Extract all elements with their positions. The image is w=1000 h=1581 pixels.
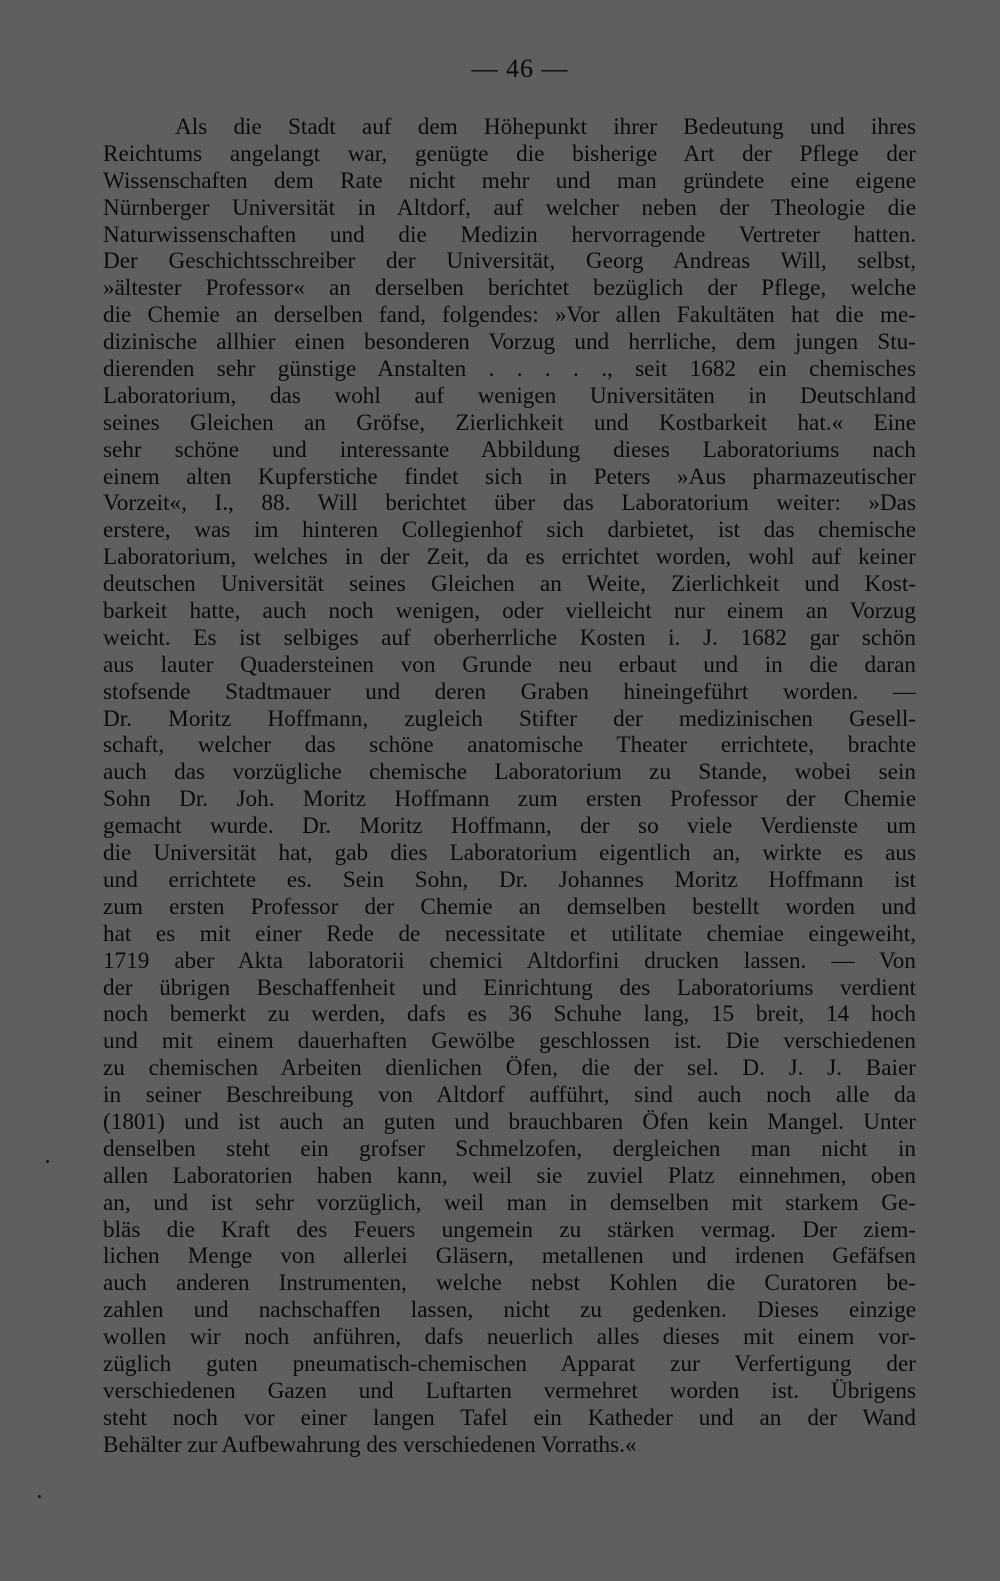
text-line: Sohn Dr. Joh. Moritz Hoffmann zum ersten Professor der Chemie bbox=[103, 786, 916, 813]
text-line: seines Gleichen an Gröfse, Zierlichkeit und Kostbarkeit hat.« Eine bbox=[103, 409, 916, 436]
text-line: Naturwissenschaften und die Medizin hervorragende Vertreter hatten. bbox=[103, 221, 916, 248]
text-line: denselben steht ein grofser Schmelzofen, dergleichen man nicht in bbox=[103, 1135, 916, 1162]
text-line: Wissenschaften dem Rate nicht mehr und man gründete eine eigene bbox=[103, 167, 916, 194]
text-line: die Chemie an derselben fand, folgendes: »Vor allen Fakultäten hat die me- bbox=[103, 302, 916, 329]
text-line: Vorzeit«, I., 88. Will berichtet über das Laboratorium weiter: »Das bbox=[103, 490, 916, 517]
text-line: dizinische allhier einen besonderen Vorzug und herrliche, dem jungen Stu- bbox=[103, 329, 916, 356]
text-line: barkeit hatte, auch noch wenigen, oder vielleicht nur einem an Vorzug bbox=[103, 598, 916, 625]
text-line: dierenden sehr günstige Anstalten . . . . ., seit 1682 ein chemisches bbox=[103, 356, 916, 383]
text-line: Als die Stadt auf dem Höhepunkt ihrer Bedeutung und ihres bbox=[175, 114, 916, 140]
text-line: und errichtete es. Sein Sohn, Dr. Johannes Moritz Hoffmann ist bbox=[103, 866, 916, 893]
text-line: deutschen Universität seines Gleichen an Weite, Zierlichkeit und Kost- bbox=[103, 571, 916, 598]
text-line: Nürnberger Universität in Altdorf, auf welcher neben der Theologie die bbox=[103, 194, 916, 221]
text-line: zahlen und nachschaffen lassen, nicht zu gedenken. Dieses einzige bbox=[103, 1297, 916, 1324]
text-line: zu chemischen Arbeiten dienlichen Öfen, die der sel. D. J. J. Baier bbox=[103, 1055, 916, 1082]
text-line: bläs die Kraft des Feuers ungemein zu stärken vermag. Der ziem- bbox=[103, 1216, 916, 1243]
text-line: noch bemerkt zu werden, dafs es 36 Schuhe lang, 15 breit, 14 hoch bbox=[103, 1001, 916, 1028]
text-line: Dr. Moritz Hoffmann, zugleich Stifter der medizinischen Gesell- bbox=[103, 705, 916, 732]
text-line: lichen Menge von allerlei Gläsern, metallenen und irdenen Gefäfsen bbox=[103, 1243, 916, 1270]
page-number: — 46 — bbox=[471, 54, 569, 83]
scan-speck bbox=[46, 1160, 49, 1163]
text-line: verschiedenen Gazen und Luftarten vermehret worden ist. Übrigens bbox=[103, 1377, 916, 1404]
text-line: (1801) und ist auch an guten und brauchbaren Öfen kein Mangel. Unter bbox=[103, 1108, 916, 1135]
text-line: gemacht wurde. Dr. Moritz Hoffmann, der so viele Verdienste um bbox=[103, 813, 916, 840]
text-line: aus lauter Quadersteinen von Grunde neu erbaut und in die daran bbox=[103, 651, 916, 678]
text-line: stofsende Stadtmauer und deren Graben hineingeführt worden. — bbox=[103, 678, 916, 705]
text-line: sehr schöne und interessante Abbildung dieses Laboratoriums nach bbox=[103, 436, 916, 463]
text-line: zum ersten Professor der Chemie an demselben bestellt worden und bbox=[103, 893, 916, 920]
body-text bbox=[103, 114, 916, 1459]
text-line: steht noch vor einer langen Tafel ein Katheder und an der Wand bbox=[103, 1404, 916, 1431]
text-line: in seiner Beschreibung von Altdorf aufführt, sind auch noch alle da bbox=[103, 1082, 916, 1109]
text-line: »ältester Professor« an derselben berichtet bezüglich der Pflege, welche bbox=[103, 275, 916, 302]
text-line: wollen wir noch anführen, dafs neuerlich alles dieses mit einem vor- bbox=[103, 1324, 916, 1351]
text-line: schaft, welcher das schöne anatomische Theater errichtete, brachte bbox=[103, 732, 916, 759]
text-line: Laboratorium, das wohl auf wenigen Universitäten in Deutschland bbox=[103, 382, 916, 409]
text-line: erstere, was im hinteren Collegienhof sich darbietet, ist das chemische bbox=[103, 517, 916, 544]
text-line: hat es mit einer Rede de necessitate et utilitate chemiae eingeweiht, bbox=[103, 920, 916, 947]
text-line: 1719 aber Akta laboratorii chemici Altdorfini drucken lassen. — Von bbox=[103, 947, 916, 974]
text-line: züglich guten pneumatisch-chemischen Apparat zur Verfertigung der bbox=[103, 1350, 916, 1377]
text-line: an, und ist sehr vorzüglich, weil man in demselben mit starkem Ge- bbox=[103, 1189, 916, 1216]
text-line: die Universität hat, gab dies Laboratorium eigentlich an, wirkte es aus bbox=[103, 840, 916, 867]
text-line: der übrigen Beschaffenheit und Einrichtung des Laboratoriums verdient bbox=[103, 974, 916, 1001]
text-line: weicht. Es ist selbiges auf oberherrliche Kosten i. J. 1682 gar schön bbox=[103, 624, 916, 651]
text-line: auch anderen Instrumenten, welche nebst Kohlen die Curatoren be- bbox=[103, 1270, 916, 1297]
text-line: auch das vorzügliche chemische Laboratorium zu Stande, wobei sein bbox=[103, 759, 916, 786]
text-line: Der Geschichtsschreiber der Universität, Georg Andreas Will, selbst, bbox=[103, 248, 916, 275]
text-line: Behälter zur Aufbewahrung des verschiedenen Vorraths.« bbox=[103, 1431, 637, 1458]
text-line: allen Laboratorien haben kann, weil sie zuviel Platz einnehmen, oben bbox=[103, 1162, 916, 1189]
text-line: Laboratorium, welches in der Zeit, da es errichtet worden, wohl auf keiner bbox=[103, 544, 916, 571]
text-line: Reichtums angelangt war, genügte die bisherige Art der Pflege der bbox=[103, 140, 916, 167]
text-line: und mit einem dauerhaften Gewölbe geschlossen ist. Die verschiedenen bbox=[103, 1028, 916, 1055]
text-line: einem alten Kupferstiche findet sich in Peters »Aus pharmazeutischer bbox=[103, 463, 916, 490]
scan-speck bbox=[38, 1495, 41, 1498]
